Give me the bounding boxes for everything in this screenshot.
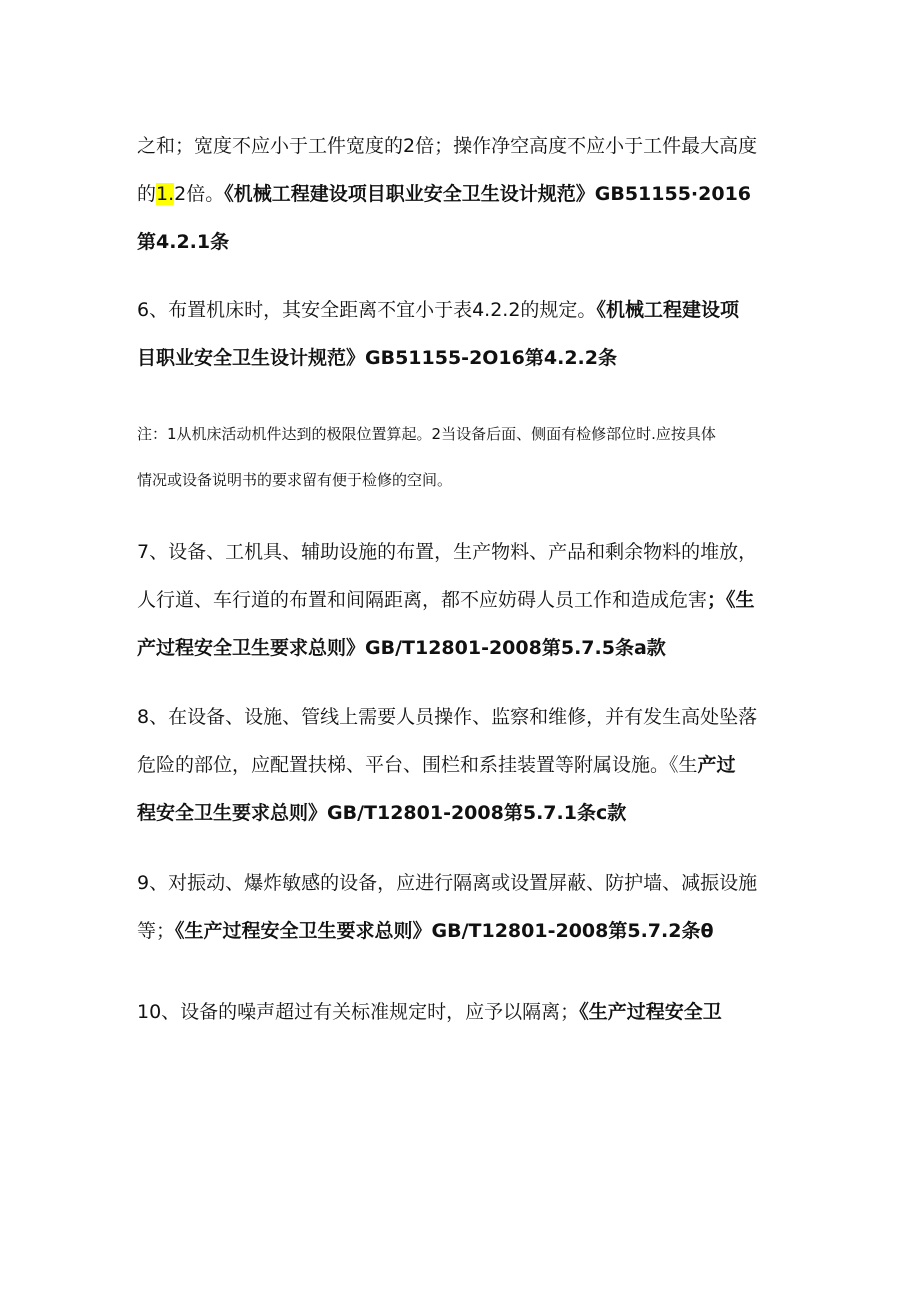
text-line — [137, 871, 797, 895]
text-line — [137, 588, 797, 612]
citation-text: 产过 — [697, 754, 736, 776]
line-text: 等； — [137, 920, 176, 942]
line-text: 7、设备、工机具、辅助设施的布置，生产物料、产品和剩余物料的堆放， — [137, 541, 758, 563]
citation-text: 产过程安全卫生要求总则》GB/T12801-2008第5.7.5条a款 — [137, 637, 666, 659]
text-line — [137, 540, 797, 564]
note-line — [137, 424, 797, 444]
text-line — [137, 801, 797, 825]
line-text: 之和；宽度不应小于工件宽度的2倍；操作净空高度不应小于工件最大高度 — [137, 135, 758, 157]
highlighted-text: 1. — [156, 183, 175, 205]
line-text: 2倍。 — [174, 183, 225, 205]
citation-text: ；《生 — [707, 589, 755, 611]
citation-text: 第4.2.1条 — [137, 231, 230, 253]
citation-text: 目职业安全卫生设计规范》GB51155-2O16第4.2.2条 — [137, 347, 617, 369]
line-text: 危险的部位，应配置扶梯、平台、围栏和系挂装置等附属设施。《生 — [137, 754, 698, 776]
line-text: 6、布置机床时，其安全距离不宜小于表4.2.2的规定。 — [137, 299, 597, 321]
citation-text: 《生产过程安全卫 — [579, 1001, 722, 1023]
line-text: 人行道、车行道的布置和间隔距离，都不应妨碍人员工作和造成危害 — [137, 589, 708, 611]
text-line — [137, 705, 797, 729]
text-line — [137, 298, 797, 322]
citation-text: 《机械工程建设项 — [596, 299, 739, 321]
line-text: 10、设备的噪声超过有关标准规定时，应予以隔离； — [137, 1001, 580, 1023]
note-line — [137, 470, 797, 490]
text-line — [137, 182, 797, 206]
citation-text: 《生产过程安全卫生要求总则》GB/T12801-2008第5.7.2条θ — [175, 920, 714, 942]
text-line — [137, 134, 797, 158]
text-line — [137, 753, 797, 777]
citation-text: 程安全卫生要求总则》GB/T12801-2008第5.7.1条c款 — [137, 802, 627, 824]
line-text: 9、对振动、爆炸敏感的设备，应进行隔离或设置屏蔽、防护墙、减振设施 — [137, 872, 758, 894]
line-text: 8、在设备、设施、管线上需要人员操作、监察和维修，并有发生高处坠落 — [137, 706, 758, 728]
text-line — [137, 636, 797, 660]
text-line — [137, 346, 797, 370]
text-line — [137, 230, 797, 254]
note-text: 情况或设备说明书的要求留有便于检修的空间。 — [137, 471, 453, 489]
line-text: 的 — [137, 183, 157, 205]
citation-text: 《机械工程建设项目职业安全卫生设计规范》GB51155·2016 — [224, 183, 752, 205]
note-text: 注：1从机床活动机件达到的极限位置算起。2当设备后面、侧面有检修部位时.应按具体 — [137, 425, 716, 443]
text-line — [137, 919, 797, 943]
text-line — [137, 1000, 797, 1024]
